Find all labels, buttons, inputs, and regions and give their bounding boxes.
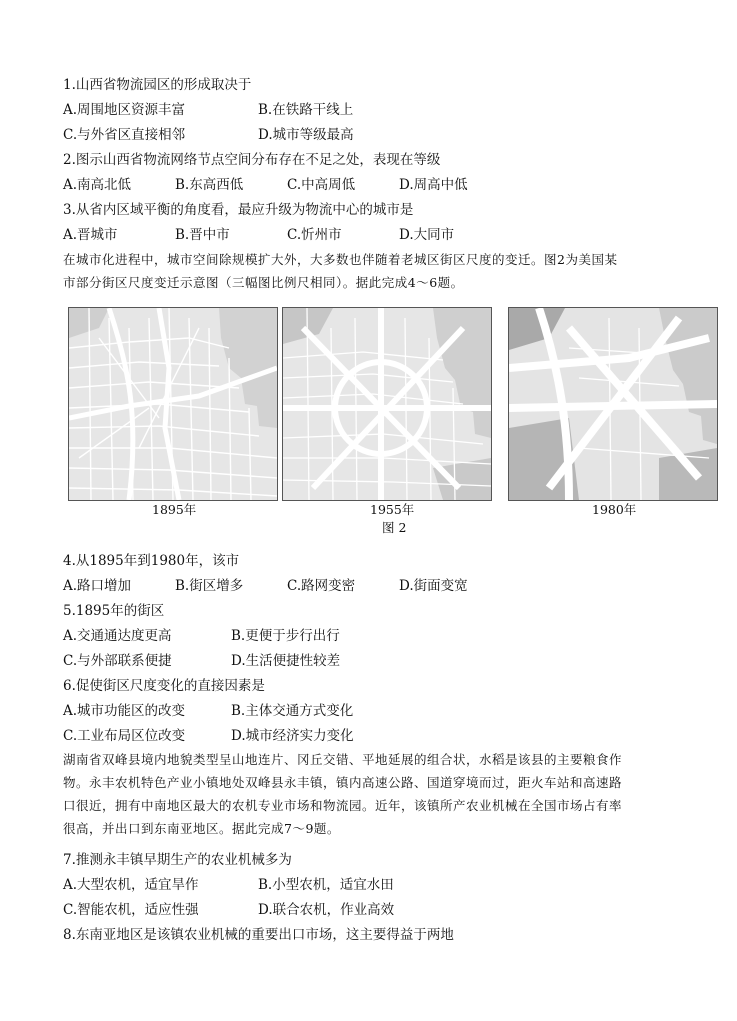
question-4-stem: 4.从1895年到1980年，该市 — [63, 553, 240, 569]
q1-option-d: D.城市等级最高 — [258, 127, 354, 143]
q6-option-a: A.城市功能区的改变 — [63, 703, 186, 719]
q5-option-c: C.与外部联系便捷 — [63, 653, 172, 669]
label-1895: 1895年 — [152, 502, 197, 517]
q5-option-b: B.更便于步行出行 — [231, 628, 340, 644]
passage-line: 很高，并出口到东南亚地区。据此完成7～9题。 — [63, 821, 340, 836]
q4-option-b: B.街区增多 — [175, 578, 244, 594]
q6-option-c: C.工业布局区位改变 — [63, 728, 186, 744]
question-5-stem: 5.1895年的街区 — [63, 603, 165, 619]
map-1895 — [68, 307, 278, 501]
q7-option-c: C.智能农机，适应性强 — [63, 902, 199, 918]
figure-caption: 图 2 — [382, 520, 407, 535]
passage-line: 口很近，拥有中南地区最大的农机专业市场和物流园。近年，该镇所产农业机械在全国市场占有率 — [63, 798, 623, 813]
q2-option-c: C.中高周低 — [287, 177, 356, 193]
map-1955 — [282, 307, 492, 501]
q7-option-d: D.联合农机，作业高效 — [258, 902, 395, 918]
q1-option-c: C.与外省区直接相邻 — [63, 127, 186, 143]
question-6-stem: 6.促使街区尺度变化的直接因素是 — [63, 678, 265, 694]
q2-option-d: D.周高中低 — [399, 177, 468, 193]
q6-option-b: B.主体交通方式变化 — [231, 703, 354, 719]
question-3-stem: 3.从省内区域平衡的角度看，最应升级为物流中心的城市是 — [63, 202, 414, 218]
q2-option-b: B.东高西低 — [175, 177, 244, 193]
passage-line: 物。永丰农机特色产业小镇地处双峰县永丰镇，镇内高速公路、国道穿境而过，距火车站和高速路 — [63, 775, 623, 790]
label-1955: 1955年 — [370, 502, 415, 517]
figure-2-street-maps — [68, 307, 720, 499]
q7-option-a: A.大型农机，适宜旱作 — [63, 877, 199, 893]
q5-option-a: A.交通通达度更高 — [63, 628, 172, 644]
passage-line: 在城市化进程中，城市空间除规模扩大外，大多数也伴随着老城区街区尺度的变迁。图2为美国某 — [63, 252, 618, 267]
passage-shuangfeng — [63, 748, 673, 840]
q4-option-d: D.街面变宽 — [399, 578, 468, 594]
q3-option-c: C.忻州市 — [287, 227, 342, 243]
question-8-stem: 8.东南亚地区是该镇农业机械的重要出口市场，这主要得益于两地 — [63, 927, 454, 943]
map-1980 — [508, 307, 718, 501]
q5-option-d: D.生活便捷性较差 — [231, 653, 341, 669]
q7-option-b: B.小型农机，适宜水田 — [258, 877, 394, 893]
label-1980: 1980年 — [592, 502, 637, 517]
q1-option-a: A.周围地区资源丰富 — [63, 102, 186, 118]
q2-option-a: A.南高北低 — [63, 177, 132, 193]
passage-figure2-intro — [63, 248, 673, 294]
map-1955-graphic — [283, 308, 491, 500]
passage-line: 湖南省双峰县境内地貌类型呈山地连片、冈丘交错、平地延展的组合状，水稻是该县的主要粮食作 — [63, 752, 623, 767]
q6-option-d: D.城市经济实力变化 — [231, 728, 354, 744]
question-7-stem: 7.推测永丰镇早期生产的农业机械多为 — [63, 852, 292, 868]
q3-option-b: B.晋中市 — [175, 227, 230, 243]
passage-line: 市部分街区尺度变迁示意图（三幅图比例尺相同）。据此完成4～6题。 — [63, 275, 464, 290]
q4-option-c: C.路网变密 — [287, 578, 356, 594]
q4-option-a: A.路口增加 — [63, 578, 132, 594]
map-1980-graphic — [509, 308, 717, 500]
q3-option-a: A.晋城市 — [63, 227, 118, 243]
q1-option-b: B.在铁路干线上 — [258, 102, 354, 118]
map-1895-graphic — [69, 308, 277, 500]
question-1-stem: 1.山西省物流园区的形成取决于 — [63, 77, 252, 93]
question-2-stem: 2.图示山西省物流网络节点空间分布存在不足之处，表现在等级 — [63, 152, 441, 168]
q3-option-d: D.大同市 — [399, 227, 455, 243]
